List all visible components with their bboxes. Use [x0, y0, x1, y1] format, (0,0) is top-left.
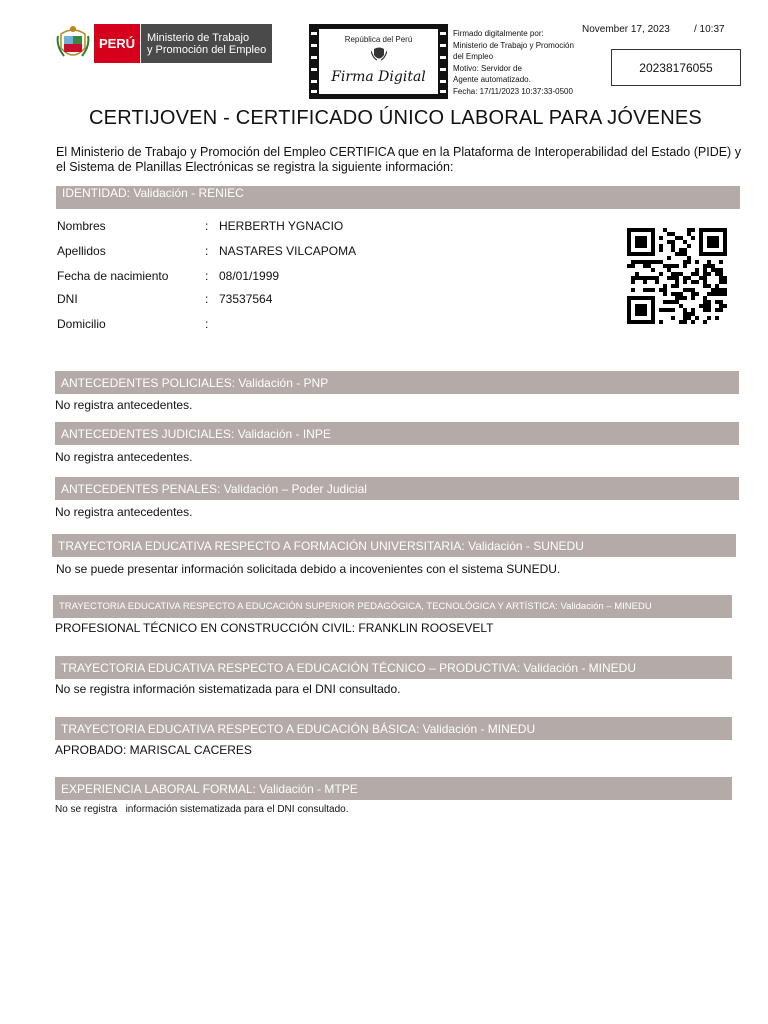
signature-line: Fecha: 17/11/2023 10:37:33-0500 — [453, 86, 573, 96]
colon: : — [205, 244, 209, 258]
ministry-line-1: Ministerio de Trabajo — [147, 32, 250, 44]
section-text-experiencia: No se registra información sistematizada para el DNI consultado. — [55, 804, 349, 815]
label-fecha-nacimiento: Fecha de nacimiento — [57, 269, 169, 283]
coat-of-arms-icon — [56, 24, 90, 64]
section-text-judiciales: No registra antecedentes. — [55, 450, 193, 464]
section-header-tecnico-productiva: TRAYECTORIA EDUCATIVA RESPECTO A EDUCACIÓN TÉCNICO – PRODUCTIVA: Validación - MINEDU — [55, 656, 732, 679]
signature-info — [453, 28, 603, 97]
colon: : — [205, 219, 209, 233]
colon: : — [205, 269, 209, 283]
label-apellidos: Apellidos — [57, 244, 106, 258]
signature-line: del Empleo — [453, 52, 494, 61]
peru-badge: PERÚ — [94, 24, 140, 63]
signature-line: Motivo: Servidor de — [453, 63, 522, 73]
signature-line: Agente automatizado. — [453, 75, 531, 84]
value-dni: 73537564 — [219, 292, 273, 306]
colon: : — [205, 292, 209, 306]
value-apellidos: NASTARES VILCAPOMA — [219, 244, 357, 258]
intro-paragraph: El Ministerio de Trabajo y Promoción del Empleo CERTIFICA que en la Plataforma de Interoperabilidad del Estado (PIDE) y el Sistema de Planillas Electrónicas se registra la siguiente información: — [56, 145, 741, 174]
section-header-experiencia: EXPERIENCIA LABORAL FORMAL: Validación - MTPE — [55, 777, 732, 800]
issue-time: / 10:37 — [694, 24, 725, 35]
section-text-policiales: No registra antecedentes. — [55, 398, 193, 412]
section-text-basica: APROBADO: MARISCAL CACERES — [55, 743, 252, 757]
stamp-country: República del Perú — [344, 35, 413, 44]
value-fecha-nacimiento: 08/01/1999 — [219, 269, 280, 283]
section-text-penales: No registra antecedentes. — [55, 505, 193, 519]
section-text-tecnico-productiva: No se registra información sistematizada para el DNI consultado. — [55, 682, 401, 696]
value-nombres: HERBERTH YGNACIO — [219, 219, 344, 233]
section-text-superior: PROFESIONAL TÉCNICO EN CONSTRUCCIÓN CIVIL: FRANKLIN ROOSEVELT — [55, 621, 494, 635]
ministry-logo — [141, 24, 272, 63]
section-header-superior: TRAYECTORIA EDUCATIVA RESPECTO A EDUCACIÓN SUPERIOR PEDAGÓGICA, TECNOLÓGICA Y ARTÍSTICA: Validación – MINEDU — [53, 595, 732, 618]
section-header-penales: ANTECEDENTES PENALES: Validación – Poder Judicial — [55, 477, 739, 500]
seal-icon — [371, 46, 387, 62]
label-domicilio: Domicilio — [57, 317, 106, 331]
signature-line: Ministerio de Trabajo y Promoción — [453, 40, 574, 50]
identity-section-header: IDENTIDAD: Validación - RENIEC — [56, 186, 740, 209]
stamp-label: Firma Digital — [331, 69, 426, 85]
certificate-number: 20238176055 — [611, 49, 741, 86]
colon: : — [205, 317, 209, 331]
section-header-judiciales: ANTECEDENTES JUDICIALES: Validación - INPE — [55, 422, 739, 445]
section-header-basica: TRAYECTORIA EDUCATIVA RESPECTO A EDUCACIÓN BÁSICA: Validación - MINEDU — [55, 717, 732, 740]
section-header-universitaria: TRAYECTORIA EDUCATIVA RESPECTO A FORMACIÓN UNIVERSITARIA: Validación - SUNEDU — [52, 534, 736, 557]
section-header-policiales: ANTECEDENTES POLICIALES: Validación - PNP — [55, 371, 739, 394]
ministry-line-2: y Promoción del Empleo — [147, 44, 267, 56]
section-text-universitaria: No se puede presentar información solicitada debido a incovenientes con el sistema SUNEDU. — [56, 562, 561, 576]
label-nombres: Nombres — [57, 219, 106, 233]
signature-line: Firmado digitalmente por: — [453, 29, 544, 38]
label-dni: DNI — [57, 292, 78, 306]
qr-code-icon — [627, 228, 727, 324]
digital-signature-stamp — [309, 24, 448, 99]
page-title: CERTIJOVEN - CERTIFICADO ÚNICO LABORAL PARA JÓVENES — [89, 107, 702, 129]
issue-date: November 17, 2023 — [582, 24, 670, 35]
